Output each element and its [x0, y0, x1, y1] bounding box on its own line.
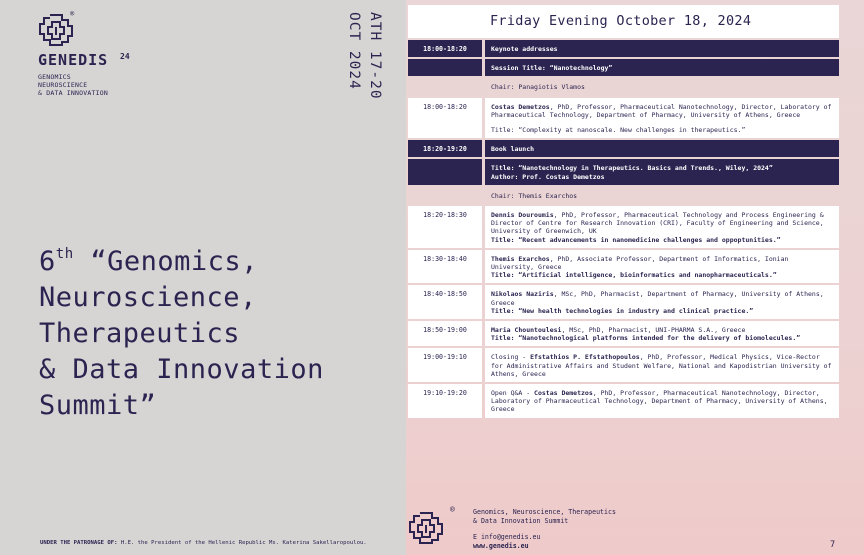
- footer-summit-name: [473, 508, 616, 525]
- schedule-row: [408, 40, 839, 57]
- footer-contact: [473, 533, 541, 550]
- patronage-note: [40, 540, 367, 546]
- row-time: 18:20-19:20: [408, 140, 482, 157]
- speaker-affiliation: , PhD, Professor, Pharmaceutical Nanotechnology, Director, Laboratory of Pharmaceutical Technology, Department of Pharmacy, University of Athens, Greece: [491, 389, 828, 414]
- row-time: 18:00-18:20: [408, 40, 482, 57]
- brand-name: GENEDIS: [38, 51, 109, 69]
- speaker-affiliation: , MSc, PhD, Pharmacist, Department of Pharmacy, University of Athens, Greece: [491, 290, 824, 307]
- page-number: 7: [830, 540, 836, 550]
- chair-text: Chair: Themis Exarchos: [491, 191, 578, 200]
- row-time: 19:10-19:20: [408, 384, 482, 418]
- schedule-row: [408, 187, 839, 204]
- talk-title: Title: “Recent advancements in nanomedicine challenges and oppoptunities.”: [491, 235, 781, 244]
- speaker-affiliation: , PhD, Professor, Pharmaceutical Nanotechnology, Director, Laboratory of Pharmaceutical Technology, Department of Pharmacy, University of Athens, Greece: [491, 102, 832, 119]
- schedule-row: [408, 384, 839, 418]
- schedule-row: [408, 285, 839, 319]
- speaker-affiliation: , PhD, Associate Professor, Department of Informatics, Ionian University, Greece: [491, 254, 789, 272]
- tagline-line: & DATA INNOVATION: [38, 89, 108, 97]
- genedis-logo-icon: [408, 509, 444, 547]
- tagline-line: NEUROSCIENCE: [38, 81, 88, 89]
- summit-title: [39, 236, 379, 424]
- footer-line: & Data Innovation Summit: [473, 516, 569, 525]
- schedule-row: [408, 159, 839, 184]
- row-prefix: Closing -: [491, 353, 531, 362]
- row-text: [485, 250, 839, 284]
- talk-title: Title: “Nanotechnological platforms intended for the delivery of biomolecules.”: [491, 334, 801, 343]
- row-text: [485, 348, 839, 382]
- talk-title: Title: “Complexity at nanoscale. New challenges in therapeutics.”: [491, 126, 746, 135]
- chair-text: Chair: Panagiotis Vlamos: [491, 83, 585, 92]
- talk-title: Title: “Artificial intelligence, bioinformatics and nanopharmaceuticals.”: [491, 271, 777, 280]
- row-time: [408, 187, 482, 204]
- schedule-row: [408, 250, 839, 284]
- program-schedule: [408, 5, 839, 418]
- title-number: 6: [39, 246, 56, 277]
- footer-line: Genomics, Neuroscience, Therapeutics: [473, 508, 616, 516]
- title-line: Summit”: [39, 390, 157, 421]
- speaker-name: Themis Exarchos: [491, 254, 550, 263]
- footer-website-link[interactable]: www.genedis.eu: [473, 541, 529, 550]
- speaker-name: Costas Demetzos: [491, 102, 550, 111]
- schedule-row: [408, 98, 839, 139]
- speaker-affiliation: , MSc, PhD, Pharmacist, UNI-PHARMA S.A., Greece: [561, 326, 746, 335]
- row-time: [408, 159, 482, 184]
- title-line: & Data Innovation: [39, 354, 324, 385]
- row-time: 18:20-18:30: [408, 206, 482, 248]
- speaker-name: Nikolaos Naziris: [491, 290, 554, 299]
- session-title: Session Title: “Nanotechnology”: [485, 59, 839, 76]
- title-line: Therapeutics: [39, 318, 241, 349]
- row-text: [485, 285, 839, 319]
- title-line: “Genomics,: [90, 246, 258, 277]
- row-time: 18:50-19:00: [408, 321, 482, 346]
- tagline-line: GENOMICS: [38, 73, 71, 81]
- schedule-row: [408, 78, 839, 95]
- row-time: [408, 59, 482, 76]
- book-author: Author: Prof. Costas Demetzos: [491, 172, 605, 181]
- speaker-name: Costas Demetzos: [534, 389, 593, 398]
- left-panel: [0, 0, 406, 555]
- speaker-affiliation: , PhD, Professor, Medical Physics, Vice-Rector for Administrative Affairs and Student Welfare, National and Kapodistrian University of Athens, Greece: [491, 353, 832, 378]
- book-title: Title: “Nanotechnology in Therapeutics. Basics and Trends., Wiley, 2024”: [491, 164, 773, 173]
- schedule-row: [408, 321, 839, 346]
- row-time: 18:40-18:50: [408, 285, 482, 319]
- row-text: [485, 206, 839, 248]
- speaker-affiliation: , PhD, Professor, Pharmaceutical Technology and Process Engineering & Director of Centre for Research Innovation (CRI), Faculty of Engineering and Science, University of Greenwich, UK: [491, 211, 824, 236]
- row-text: [485, 384, 839, 418]
- registered-mark-icon: ®: [70, 10, 75, 18]
- row-time: 18:00-18:20: [408, 98, 482, 139]
- genedis-logo-icon: [38, 13, 74, 47]
- footer-email: E info@genedis.eu: [473, 533, 541, 541]
- brand-year: 24: [120, 52, 130, 61]
- title-ordinal: th: [55, 246, 74, 262]
- schedule-row: [408, 348, 839, 382]
- row-prefix: Open Q&A -: [491, 389, 535, 398]
- schedule-row: [408, 140, 839, 157]
- program-heading: Friday Evening October 18, 2024: [408, 5, 839, 38]
- patronage-label: UNDER THE PATRONAGE OF:: [40, 540, 118, 546]
- patronage-text: H.E. the President of the Hellenic Republic Ms. Katerina Sakellaropoulou.: [117, 540, 367, 546]
- row-time: 18:30-18:40: [408, 250, 482, 284]
- vertical-location-text: ATH 17-20: [367, 12, 383, 100]
- brand-tagline: [38, 73, 108, 97]
- schedule-row: [408, 59, 839, 76]
- registered-mark-icon: ®: [450, 505, 455, 514]
- speaker-name: Maria Chountoulesi: [491, 326, 562, 335]
- row-time: [408, 78, 482, 95]
- row-text: [485, 98, 839, 139]
- row-text: Keynote addresses: [485, 40, 839, 57]
- title-line: Neuroscience,: [39, 282, 257, 313]
- row-text: [485, 159, 839, 184]
- schedule-row: [408, 206, 839, 248]
- talk-title: Title: “New health technologies in industry and clinical practice.”: [491, 306, 754, 315]
- speaker-name: Efstathios P. Efstathopoulos: [530, 353, 640, 362]
- row-text: Book launch: [485, 140, 839, 157]
- row-time: 19:00-19:10: [408, 348, 482, 382]
- speaker-name: Dennis Douroumis: [491, 211, 554, 220]
- row-text: [485, 321, 839, 346]
- vertical-month-text: OCT 2024: [346, 12, 362, 90]
